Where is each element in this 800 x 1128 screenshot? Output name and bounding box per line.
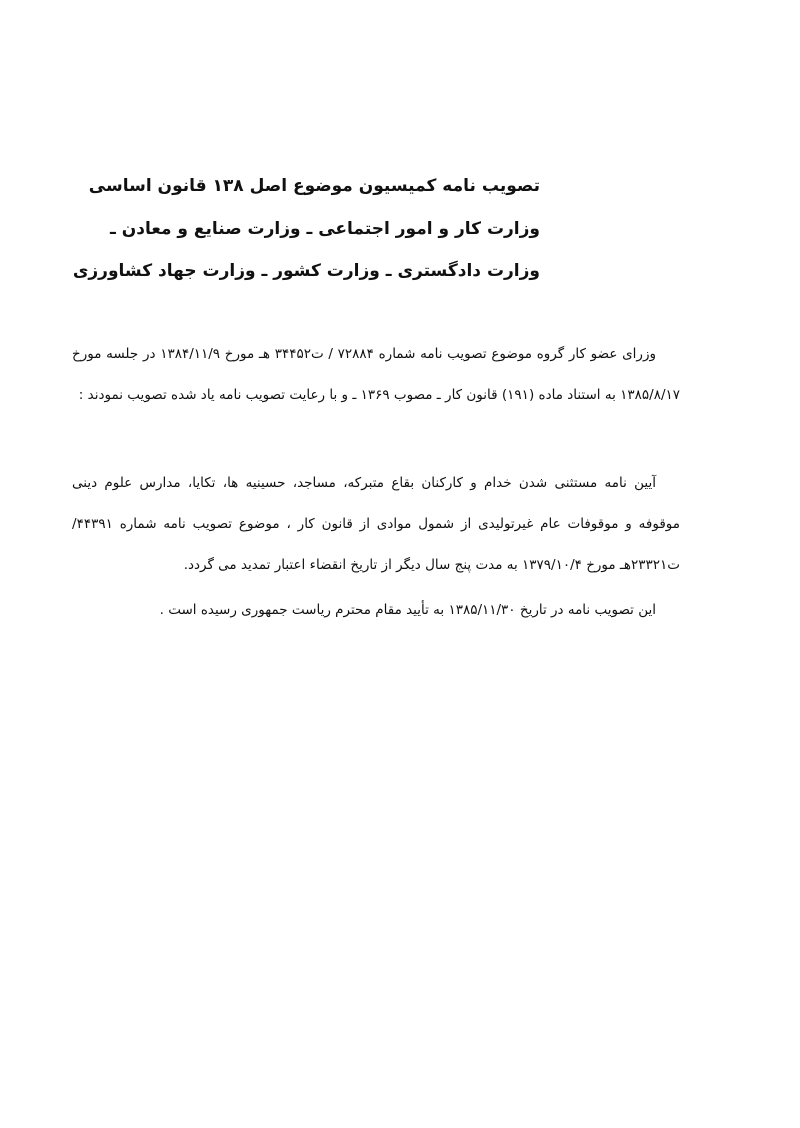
paragraph-regulation: آیین نامه مستثنی شدن خدام و کارکنان بقاع متبرکه، مساجد، حسینیه ها، تکایا، مدارس علوم دینی موقوفه و موقوفات عام غیرتولیدی از شمول موادی از قانون کار ، موضوع تصویب نامه شماره ۴۴۳۹۱/ت۲۳۳۲۱هـ مورخ ۱۳۷۹/۱۰/۴ به مدت پنج سال دیگر از تاریخ انقضاء اعتبار تمدید می گردد.: [72, 475, 680, 573]
paragraph-approval: این تصویب نامه در تاریخ ۱۳۸۵/۱۱/۳۰ به تأیید مقام محترم ریاست جمهوری رسیده است .: [159, 602, 656, 618]
ministries-line-1: وزارت کار و امور اجتماعی ـ وزارت صنایع و معادن ـ: [110, 219, 540, 239]
document-title: تصویب نامه کمیسیون موضوع اصل ۱۳۸ قانون اساسی: [88, 176, 540, 196]
paragraph-decision: وزرای عضو کار گروه موضوع تصویب نامه شماره ۷۲۸۸۴ / ت۳۴۴۵۲ هـ مورخ ۱۳۸۴/۱۱/۹ در جلسه مورخ ۱۳۸۵/۸/۱۷ به استناد ماده (۱۹۱) قانون کار ـ مصوب ۱۳۶۹ ـ و با رعایت تصویب نامه یاد شده تصویب نمودند :: [72, 346, 680, 403]
ministries-line-2: وزارت دادگستری ـ وزارت کشور ـ وزارت جهاد کشاورزی: [72, 261, 540, 281]
